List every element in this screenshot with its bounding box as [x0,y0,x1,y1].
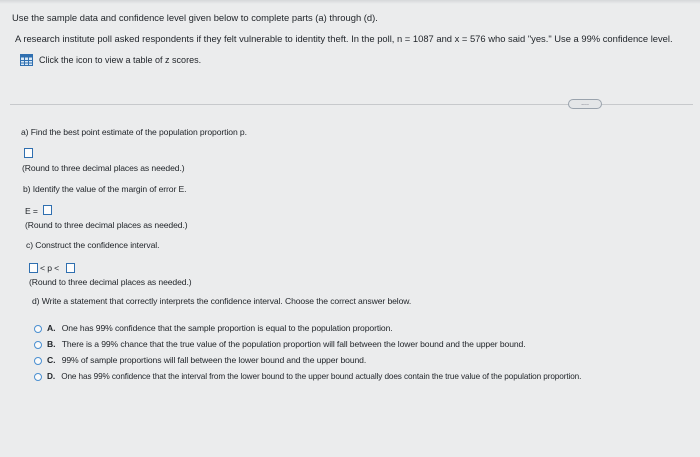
part-c-prompt: c) Construct the confidence interval. [26,240,160,250]
top-shadow [0,0,700,4]
option-c[interactable] [47,355,366,365]
option-b[interactable] [47,339,526,349]
option-c-text: 99% of sample proportions will fall between the lower bound and the upper bound. [61,355,367,365]
option-d-letter: D. [47,372,55,381]
option-a-radio[interactable] [34,325,42,333]
part-b-prompt: b) Identify the value of the margin of error E. [23,184,187,194]
z-table-link[interactable]: Click the icon to view a table of z scores. [39,55,202,65]
part-c-round-note: (Round to three decimal places as needed.) [29,277,192,287]
part-c-upper-box[interactable] [66,263,75,273]
option-b-text: There is a 99% chance that the true value of the population proportion will fall between the lower bound and the upper bound. [61,339,526,349]
part-b-answer-box[interactable] [43,205,52,215]
problem-text: A research institute poll asked respondents if they felt vulnerable to identity theft. In the poll, n = 1087 and x = 576 who said "yes." Use a 99% confidence level. [15,33,673,44]
option-b-radio[interactable] [34,341,42,349]
option-c-letter: C. [47,355,56,365]
part-a-prompt: a) Find the best point estimate of the population proportion p. [21,127,247,137]
option-d-text: One has 99% confidence that the interval from the lower bound to the upper bound actually does contain the true value of the population proportion. [61,372,582,381]
part-b-round-note: (Round to three decimal places as needed.) [25,220,188,230]
part-d-prompt: d) Write a statement that correctly interprets the confidence interval. Choose the correct answer below. [32,296,412,306]
part-a-round-note: (Round to three decimal places as needed.) [22,163,185,173]
part-c-lower-box[interactable] [29,263,38,273]
instruction-text: Use the sample data and confidence level given below to complete parts (a) through (d). [12,12,378,23]
option-d-radio[interactable] [34,373,42,381]
option-c-radio[interactable] [34,357,42,365]
option-b-letter: B. [47,339,56,349]
part-a-answer-box[interactable] [24,148,33,158]
part-c-inequality: < p < [40,263,60,273]
option-d[interactable] [47,372,581,381]
table-icon[interactable] [20,53,33,65]
part-b-label: E = [25,206,38,216]
option-a-letter: A. [47,323,56,333]
option-a[interactable] [47,323,393,333]
more-button[interactable]: .... [568,99,602,109]
option-a-text: One has 99% confidence that the sample proportion is equal to the population proportion. [61,323,393,333]
